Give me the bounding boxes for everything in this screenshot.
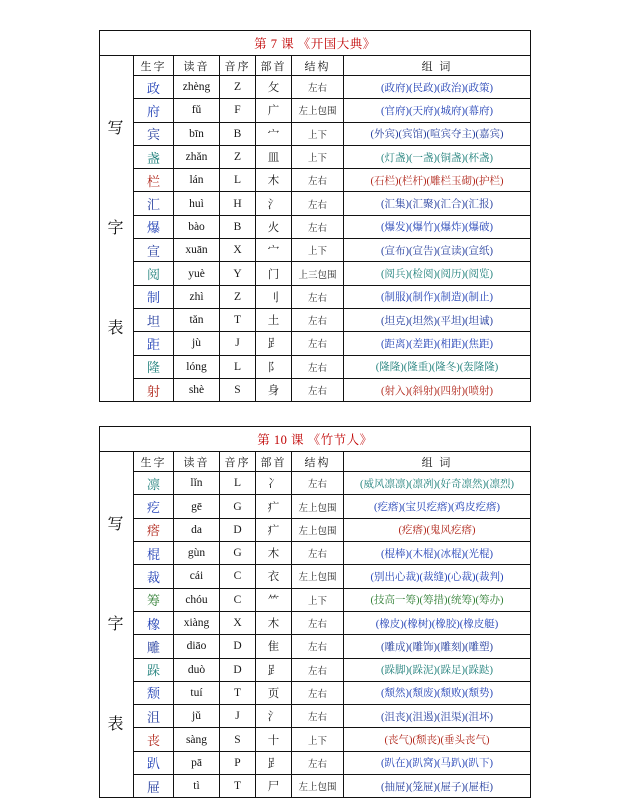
- table-title: 第 10 课 《竹节人》: [100, 427, 531, 452]
- cell-structure: 左右: [292, 355, 344, 378]
- side-label-char: 表: [107, 319, 126, 337]
- cell-words: (丧气)(颓丧)(垂头丧气): [344, 728, 531, 751]
- table-row: [100, 588, 531, 611]
- cell-char: 坦: [134, 308, 174, 331]
- cell-initial: J: [220, 332, 256, 355]
- cell-char: 疙: [134, 495, 174, 518]
- cell-radical: 攵: [256, 76, 292, 99]
- cell-initial: Z: [220, 145, 256, 168]
- table-row: [100, 332, 531, 355]
- cell-pinyin: fǔ: [174, 99, 220, 122]
- cell-structure: 左右: [292, 611, 344, 634]
- column-header-structure: 结构: [292, 452, 344, 472]
- cell-structure: 左右: [292, 378, 344, 401]
- table-title: 第 7 课 《开国大典》: [100, 31, 531, 56]
- cell-words: (石栏)(栏杆)(雕栏玉砌)(护栏): [344, 169, 531, 192]
- cell-pinyin: gùn: [174, 542, 220, 565]
- table-row: [100, 775, 531, 798]
- cell-pinyin: huì: [174, 192, 220, 215]
- table-row: [100, 239, 531, 262]
- cell-char: 雕: [134, 635, 174, 658]
- cell-pinyin: jù: [174, 332, 220, 355]
- column-header-radical: 部首: [256, 56, 292, 76]
- column-header-initial: 音序: [220, 452, 256, 472]
- column-header-initial: 音序: [220, 56, 256, 76]
- cell-structure: 左右: [292, 169, 344, 192]
- table-row: [100, 658, 531, 681]
- cell-initial: S: [220, 378, 256, 401]
- cell-char: 宾: [134, 122, 174, 145]
- cell-words: (抽屉)(笼屉)(屉子)(屉柜): [344, 775, 531, 798]
- cell-structure: 左右: [292, 751, 344, 774]
- cell-radical: 𧾷: [256, 658, 292, 681]
- cell-pinyin: zhǎn: [174, 145, 220, 168]
- cell-pinyin: da: [174, 518, 220, 541]
- cell-radical: 刂: [256, 285, 292, 308]
- side-label-char: 写: [107, 515, 126, 533]
- table-row: [100, 495, 531, 518]
- cell-char: 筹: [134, 588, 174, 611]
- cell-char: 距: [134, 332, 174, 355]
- cell-radical: 页: [256, 681, 292, 704]
- table-row: [100, 542, 531, 565]
- cell-pinyin: bīn: [174, 122, 220, 145]
- cell-radical: 十: [256, 728, 292, 751]
- side-label: [100, 452, 134, 798]
- cell-structure: 左右: [292, 542, 344, 565]
- table-row: [100, 262, 531, 285]
- cell-pinyin: pā: [174, 751, 220, 774]
- cell-words: (颓然)(颓废)(颓败)(颓势): [344, 681, 531, 704]
- cell-radical: 氵: [256, 192, 292, 215]
- cell-pinyin: lán: [174, 169, 220, 192]
- cell-words: (坦克)(坦然)(平坦)(坦诚): [344, 308, 531, 331]
- cell-structure: 上三包围: [292, 262, 344, 285]
- cell-char: 宣: [134, 239, 174, 262]
- cell-initial: B: [220, 215, 256, 238]
- cell-words: (雕成)(雕饰)(雕刻)(雕塑): [344, 635, 531, 658]
- cell-initial: X: [220, 239, 256, 262]
- cell-structure: 左右: [292, 635, 344, 658]
- cell-structure: 左右: [292, 658, 344, 681]
- cell-radical: 宀: [256, 239, 292, 262]
- column-header-char: 生字: [134, 56, 174, 76]
- cell-char: 颓: [134, 681, 174, 704]
- side-label-char: 写: [107, 119, 126, 137]
- table-row: [100, 681, 531, 704]
- cell-words: (威风凛凛)(凛冽)(好奇凛然)(凛烈): [344, 472, 531, 495]
- cell-pinyin: zhèng: [174, 76, 220, 99]
- cell-structure: 左上包围: [292, 775, 344, 798]
- column-header-words: 组 词: [344, 452, 531, 472]
- table-row: [100, 308, 531, 331]
- cell-structure: 左右: [292, 285, 344, 308]
- cell-radical: 尸: [256, 775, 292, 798]
- table-row: [100, 99, 531, 122]
- table-row: [100, 355, 531, 378]
- cell-char: 趴: [134, 751, 174, 774]
- cell-char: 政: [134, 76, 174, 99]
- cell-words: (隆隆)(隆重)(隆冬)(轰隆隆): [344, 355, 531, 378]
- table-row: [100, 145, 531, 168]
- cell-initial: D: [220, 658, 256, 681]
- cell-structure: 左右: [292, 705, 344, 728]
- cell-initial: Z: [220, 285, 256, 308]
- cell-initial: Z: [220, 76, 256, 99]
- cell-pinyin: tǎn: [174, 308, 220, 331]
- cell-radical: 广: [256, 99, 292, 122]
- cell-words: (射入)(斜射)(四射)(喷射): [344, 378, 531, 401]
- cell-structure: 左右: [292, 308, 344, 331]
- cell-radical: 衣: [256, 565, 292, 588]
- cell-structure: 左上包围: [292, 518, 344, 541]
- cell-initial: J: [220, 705, 256, 728]
- cell-pinyin: gē: [174, 495, 220, 518]
- column-header-pinyin: 读音: [174, 452, 220, 472]
- cell-words: (汇集)(汇聚)(汇合)(汇报): [344, 192, 531, 215]
- cell-initial: L: [220, 355, 256, 378]
- cell-words: (技高一筹)(筹措)(统筹)(筹办): [344, 588, 531, 611]
- cell-words: (沮丧)(沮遏)(沮渠)(沮坏): [344, 705, 531, 728]
- cell-char: 棍: [134, 542, 174, 565]
- table-row: [100, 518, 531, 541]
- table-row: [100, 192, 531, 215]
- cell-pinyin: cái: [174, 565, 220, 588]
- table-row: [100, 635, 531, 658]
- cell-radical: 疒: [256, 518, 292, 541]
- cell-char: 汇: [134, 192, 174, 215]
- cell-words: (政府)(民政)(政治)(政策): [344, 76, 531, 99]
- cell-char: 制: [134, 285, 174, 308]
- cell-structure: 左右: [292, 332, 344, 355]
- cell-pinyin: duò: [174, 658, 220, 681]
- cell-initial: T: [220, 681, 256, 704]
- side-label-char: 表: [107, 715, 126, 733]
- cell-char: 丧: [134, 728, 174, 751]
- cell-pinyin: xuān: [174, 239, 220, 262]
- lesson-table-2: [99, 426, 531, 798]
- cell-words: (别出心裁)(裁缝)(心裁)(裁判): [344, 565, 531, 588]
- cell-words: (疙瘩)(鬼风疙瘩): [344, 518, 531, 541]
- cell-initial: G: [220, 495, 256, 518]
- cell-radical: 木: [256, 611, 292, 634]
- column-header-pinyin: 读音: [174, 56, 220, 76]
- cell-words: (制服)(制作)(制造)(制止): [344, 285, 531, 308]
- cell-radical: ⺮: [256, 588, 292, 611]
- cell-pinyin: jǔ: [174, 705, 220, 728]
- column-header-radical: 部首: [256, 452, 292, 472]
- cell-pinyin: chóu: [174, 588, 220, 611]
- cell-structure: 上下: [292, 588, 344, 611]
- cell-words: (棍棒)(木棍)(冰棍)(光棍): [344, 542, 531, 565]
- cell-char: 橡: [134, 611, 174, 634]
- cell-initial: L: [220, 169, 256, 192]
- cell-initial: H: [220, 192, 256, 215]
- cell-initial: T: [220, 308, 256, 331]
- column-header-structure: 结构: [292, 56, 344, 76]
- cell-structure: 左右: [292, 192, 344, 215]
- cell-radical: 宀: [256, 122, 292, 145]
- cell-char: 跺: [134, 658, 174, 681]
- cell-words: (距离)(差距)(相距)(焦距): [344, 332, 531, 355]
- cell-radical: 木: [256, 542, 292, 565]
- table-row: [100, 378, 531, 401]
- cell-initial: D: [220, 518, 256, 541]
- cell-words: (爆发)(爆竹)(爆炸)(爆破): [344, 215, 531, 238]
- column-header-char: 生字: [134, 452, 174, 472]
- cell-initial: G: [220, 542, 256, 565]
- cell-radical: 氵: [256, 705, 292, 728]
- cell-initial: T: [220, 775, 256, 798]
- cell-radical: 冫: [256, 472, 292, 495]
- cell-radical: 𧾷: [256, 751, 292, 774]
- cell-pinyin: xiàng: [174, 611, 220, 634]
- column-header-words: 组 词: [344, 56, 531, 76]
- cell-initial: D: [220, 635, 256, 658]
- cell-char: 阅: [134, 262, 174, 285]
- cell-words: (疙瘩)(宝贝疙瘩)(鸡皮疙瘩): [344, 495, 531, 518]
- cell-char: 瘩: [134, 518, 174, 541]
- cell-initial: C: [220, 588, 256, 611]
- cell-pinyin: shè: [174, 378, 220, 401]
- cell-initial: L: [220, 472, 256, 495]
- cell-radical: 隹: [256, 635, 292, 658]
- cell-structure: 左上包围: [292, 99, 344, 122]
- cell-structure: 上下: [292, 239, 344, 262]
- lesson-table-1: [99, 30, 531, 402]
- cell-structure: 上下: [292, 728, 344, 751]
- side-label-char: 字: [107, 219, 126, 237]
- cell-initial: B: [220, 122, 256, 145]
- cell-pinyin: lǐn: [174, 472, 220, 495]
- cell-char: 沮: [134, 705, 174, 728]
- cell-pinyin: sàng: [174, 728, 220, 751]
- cell-radical: 火: [256, 215, 292, 238]
- side-label: [100, 56, 134, 402]
- cell-pinyin: zhì: [174, 285, 220, 308]
- cell-radical: 皿: [256, 145, 292, 168]
- table-row: [100, 565, 531, 588]
- cell-pinyin: bào: [174, 215, 220, 238]
- cell-char: 盏: [134, 145, 174, 168]
- cell-pinyin: lóng: [174, 355, 220, 378]
- cell-structure: 左右: [292, 472, 344, 495]
- cell-char: 射: [134, 378, 174, 401]
- cell-pinyin: tì: [174, 775, 220, 798]
- table-row: [100, 76, 531, 99]
- cell-initial: S: [220, 728, 256, 751]
- cell-char: 爆: [134, 215, 174, 238]
- cell-radical: 土: [256, 308, 292, 331]
- cell-words: (灯盏)(一盏)(铜盏)(杯盏): [344, 145, 531, 168]
- table-row: [100, 122, 531, 145]
- cell-initial: X: [220, 611, 256, 634]
- cell-structure: 左上包围: [292, 565, 344, 588]
- table-row: [100, 751, 531, 774]
- cell-structure: 左右: [292, 681, 344, 704]
- cell-words: (趴在)(趴窝)(马趴)(趴下): [344, 751, 531, 774]
- cell-pinyin: tuí: [174, 681, 220, 704]
- cell-radical: 木: [256, 169, 292, 192]
- cell-radical: 门: [256, 262, 292, 285]
- cell-char: 府: [134, 99, 174, 122]
- cell-pinyin: yuè: [174, 262, 220, 285]
- cell-radical: 身: [256, 378, 292, 401]
- table-row: [100, 705, 531, 728]
- table-row: [100, 169, 531, 192]
- cell-char: 裁: [134, 565, 174, 588]
- cell-char: 屉: [134, 775, 174, 798]
- cell-structure: 上下: [292, 122, 344, 145]
- cell-structure: 左右: [292, 76, 344, 99]
- cell-initial: F: [220, 99, 256, 122]
- cell-words: (跺脚)(跺泥)(跺足)(跺跶): [344, 658, 531, 681]
- cell-initial: P: [220, 751, 256, 774]
- cell-initial: C: [220, 565, 256, 588]
- cell-words: (阅兵)(检阅)(阅历)(阅览): [344, 262, 531, 285]
- cell-char: 凛: [134, 472, 174, 495]
- cell-radical: 阝: [256, 355, 292, 378]
- cell-char: 隆: [134, 355, 174, 378]
- cell-radical: 𧾷: [256, 332, 292, 355]
- cell-structure: 上下: [292, 145, 344, 168]
- cell-initial: Y: [220, 262, 256, 285]
- table-row: [100, 611, 531, 634]
- table-row: [100, 285, 531, 308]
- table-row: [100, 472, 531, 495]
- table-row: [100, 728, 531, 751]
- cell-words: (宣布)(宣告)(宣读)(宣纸): [344, 239, 531, 262]
- side-label-char: 字: [107, 615, 126, 633]
- cell-words: (橡皮)(橡树)(橡胶)(橡皮艇): [344, 611, 531, 634]
- cell-radical: 疒: [256, 495, 292, 518]
- cell-words: (外宾)(宾馆)(喧宾夺主)(嘉宾): [344, 122, 531, 145]
- cell-structure: 左上包围: [292, 495, 344, 518]
- cell-char: 栏: [134, 169, 174, 192]
- cell-structure: 左右: [292, 215, 344, 238]
- cell-pinyin: diāo: [174, 635, 220, 658]
- table-row: [100, 215, 531, 238]
- cell-words: (官府)(天府)(城府)(幕府): [344, 99, 531, 122]
